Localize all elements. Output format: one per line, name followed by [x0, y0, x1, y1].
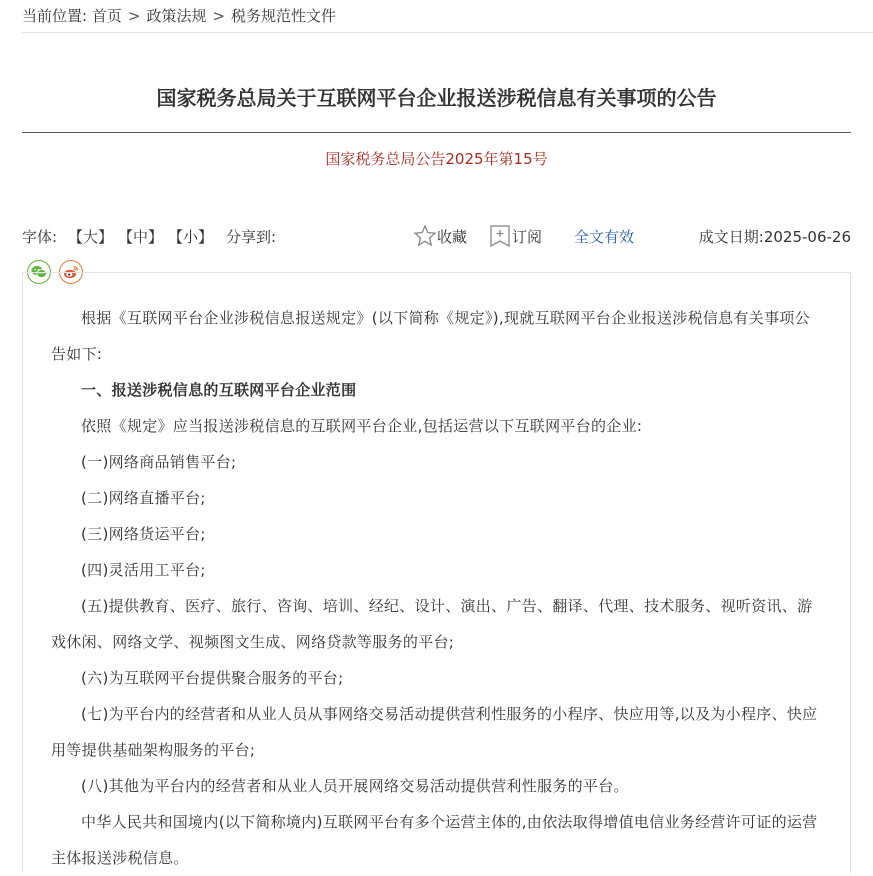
list-item: (一)网络商品销售平台; [81, 453, 237, 471]
breadcrumb [22, 6, 336, 26]
list-item: (八)其他为平台内的经营者和从业人员开展网络交易活动提供营利性服务的平台。 [81, 777, 629, 795]
font-size-label: 字体: [22, 228, 58, 246]
breadcrumb-prefix: 当前位置: [22, 7, 88, 25]
paragraph: 中华人民共和国境内(以下简称境内)互联网平台有多个运营主体的,由依法取得增值电信业务经营许可证的运营主体报送涉税信息。 [51, 813, 818, 867]
star-icon [413, 224, 437, 251]
validity-status: 全文有效 [574, 228, 635, 246]
share-label: 分享到: [226, 228, 277, 246]
breadcrumb-tax-docs-link[interactable]: 税务规范性文件 [231, 7, 337, 25]
page-title: 国家税务总局关于互联网平台企业报送涉税信息有关事项的公告 [156, 86, 717, 110]
font-small-button[interactable]: 【小】 [168, 228, 214, 246]
subscribe-label: 订阅 [512, 228, 543, 246]
subscribe-button[interactable] [488, 224, 542, 251]
section-heading: 一、报送涉税信息的互联网平台企业范围 [81, 381, 357, 399]
list-item: (五)提供教育、医疗、旅行、咨询、培训、经纪、设计、演出、广告、翻译、代理、技术服务、视听资讯、游戏休闲、网络文学、视频图文生成、网络贷款等服务的平台; [51, 597, 813, 651]
bookmark-add-icon [488, 224, 512, 251]
favorite-label: 收藏 [437, 228, 468, 246]
list-item: (三)网络货运平台; [81, 525, 206, 543]
list-item: (七)为平台内的经营者和从业人员从事网络交易活动提供营利性服务的小程序、快应用等,以及为小程序、快应用等提供基础架构服务的平台; [51, 705, 818, 759]
font-large-button[interactable]: 【大】 [68, 228, 114, 246]
title-divider [22, 132, 851, 133]
issue-date: 成文日期:2025-06-26 [698, 228, 851, 246]
breadcrumb-home-link[interactable]: 首页 [91, 7, 122, 25]
doc-number: 国家税务总局公告2025年第15号 [325, 150, 548, 168]
article-body [51, 300, 825, 876]
breadcrumb-separator: > [212, 7, 226, 25]
toolbar [22, 224, 851, 250]
paragraph: 根据《互联网平台企业涉税信息报送规定》(以下简称《规定》),现就互联网平台企业报送涉税信息有关事项公告如下: [51, 309, 810, 363]
font-medium-button[interactable]: 【中】 [118, 228, 164, 246]
list-item: (六)为互联网平台提供聚合服务的平台; [81, 669, 344, 687]
breadcrumb-policy-link[interactable]: 政策法规 [146, 7, 207, 25]
list-item: (四)灵活用工平台; [81, 561, 206, 579]
list-item: (二)网络直播平台; [81, 489, 206, 507]
breadcrumb-separator: > [127, 7, 141, 25]
paragraph: 依照《规定》应当报送涉税信息的互联网平台企业,包括运营以下互联网平台的企业: [81, 417, 643, 435]
top-divider [22, 32, 873, 33]
favorite-button[interactable] [413, 224, 467, 251]
